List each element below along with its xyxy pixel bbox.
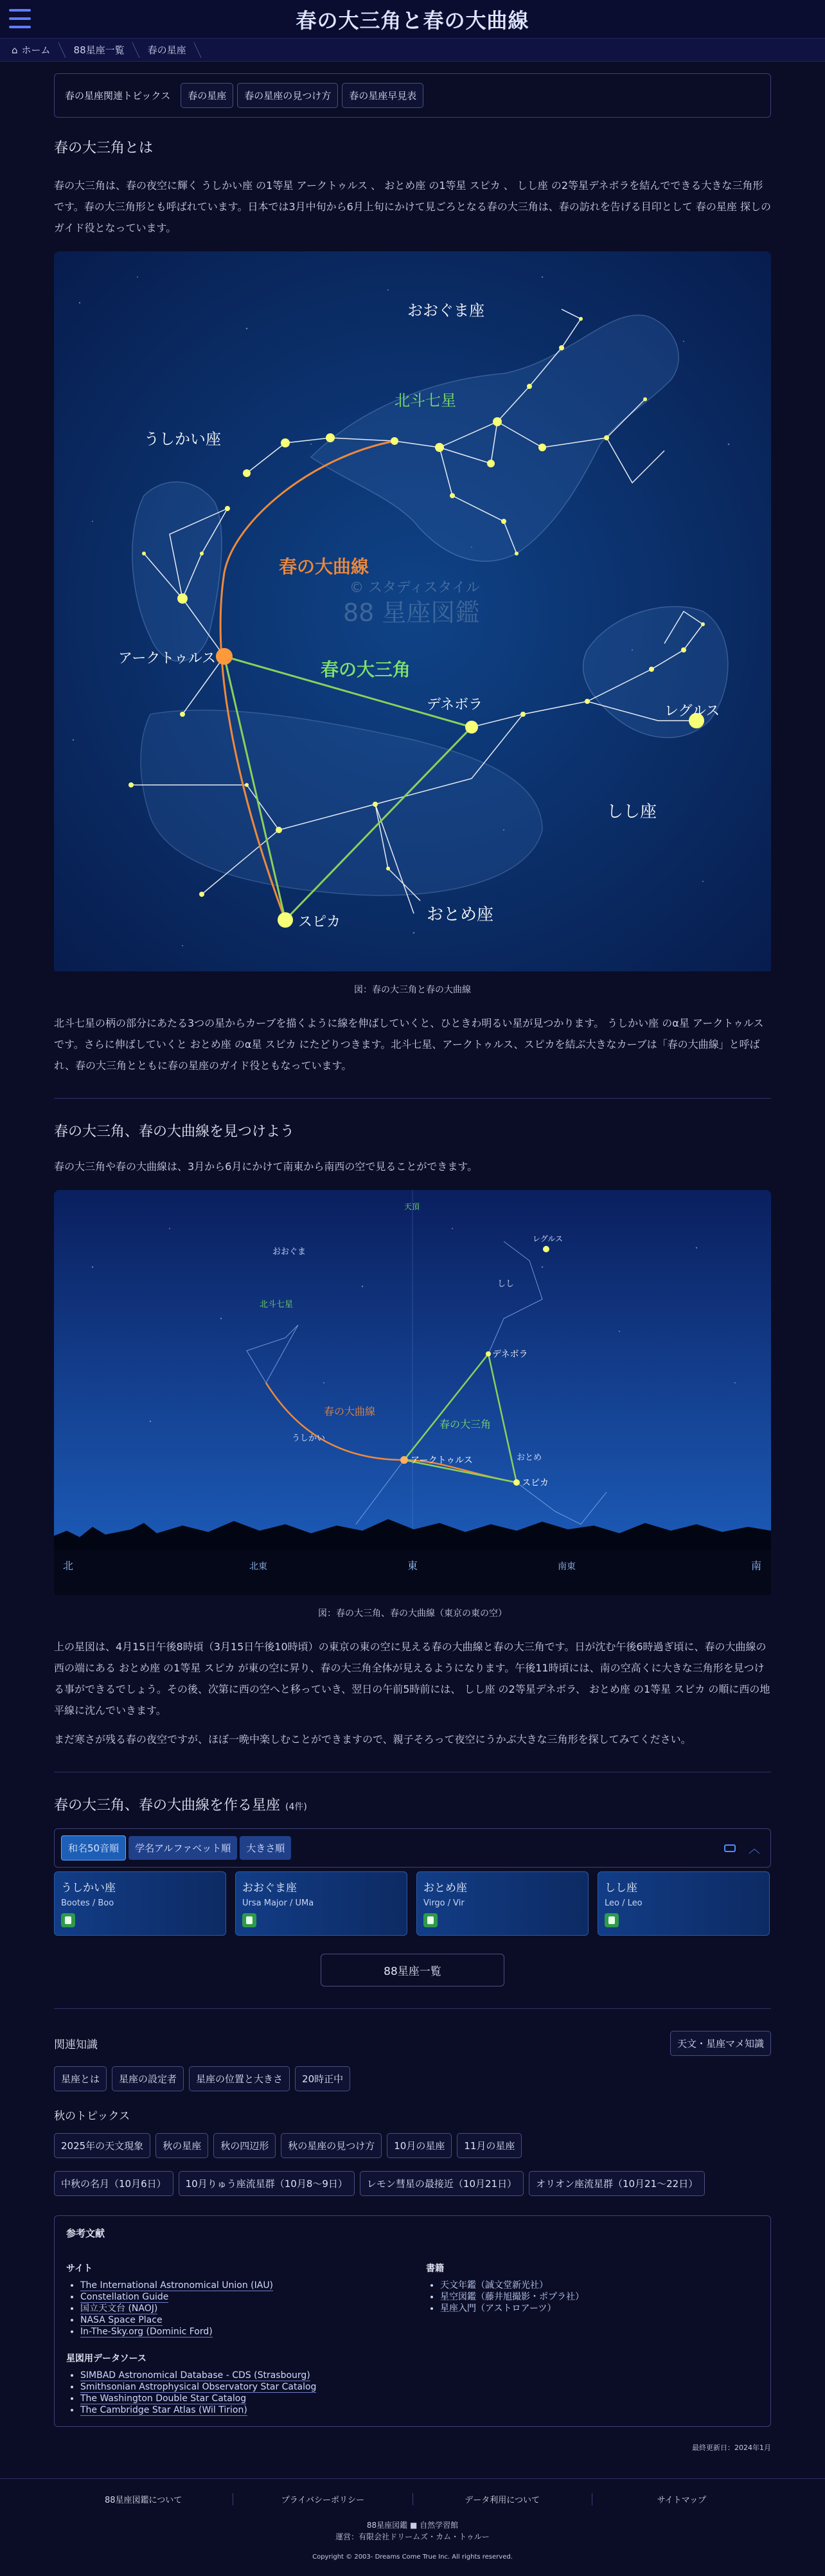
label-spring-triangle: 春の大三角 xyxy=(439,1418,492,1430)
home-icon: ⌂ xyxy=(12,44,18,56)
reference-link[interactable]: The Washington Double Star Catalog xyxy=(80,2393,247,2404)
section-text: 上の星図は、4月15日午後8時頃（3月15日午後10時頃）の東京の東の空に見える春の大曲線と春の大三角です。日が沈む午後6時過ぎ頃に、春の大曲線の西の端にある おとめ座 の1等星 スピカ が東の空に昇り、春の大三角全体が見えるようになります。午後11時頃には、南の空高くに大きな三角形を見つける事ができるでしょう。その後、次第に西の空へと移っていき、翌日の午前5時前には、 しし座 の2等星デネボラ、 おとめ座 の1等星 スピカ の順に西の地平線に沈んでいきます。 xyxy=(54,1641,770,1716)
constellation-card[interactable]: おとめ座 Virgo / Vir xyxy=(416,1871,589,1936)
east-sky-figure xyxy=(54,1190,771,1598)
autumn-chip[interactable]: 秋の四辺形 xyxy=(213,2133,276,2158)
result-count: (4件) xyxy=(285,1802,307,1812)
section-title: 春の大三角、春の大曲線を見つけよう xyxy=(54,1124,295,1140)
related-chip[interactable]: 20時正中 xyxy=(295,2066,350,2091)
breadcrumb-home[interactable]: ⌂ ホーム xyxy=(0,39,62,62)
arcturus-star xyxy=(216,648,233,665)
footer-nav xyxy=(54,2479,771,2519)
autumn-chip[interactable]: 10月の星座 xyxy=(387,2133,452,2158)
section-title: 春の大三角とは xyxy=(54,140,154,156)
topic-chip[interactable]: 春の星座早見表 xyxy=(342,83,423,108)
label-big-dipper: 北斗七星 xyxy=(395,392,456,410)
topics-label: 春の星座関連トピックス xyxy=(65,90,171,102)
direction-north: 北 xyxy=(63,1560,74,1572)
books-list: • 天文年鑑（誠文堂新光社） • 星空図鑑（藤井旭撮影・ポプラ社） • 星座入門（アストロアーツ） xyxy=(440,2280,584,2314)
reference-link[interactable]: SIMBAD Astronomical Database - CDS (Strasbourg) xyxy=(80,2370,310,2381)
label-spica: スピカ xyxy=(522,1478,549,1488)
autumn-chip[interactable]: 2025年の天文現象 xyxy=(54,2133,150,2158)
spica-star xyxy=(278,912,293,928)
label-regulus: レグルス xyxy=(664,703,720,719)
label-leo: しし座 xyxy=(607,802,657,822)
event-list xyxy=(54,2171,771,2196)
footer xyxy=(0,2478,825,2576)
footer-link[interactable]: サイトマップ xyxy=(657,2496,707,2505)
label-bootes: うしかい座 xyxy=(144,430,221,448)
reference-link[interactable]: Constellation Guide xyxy=(80,2292,169,2302)
label-denebola: デネボラ xyxy=(492,1349,528,1360)
label-virgo: おとめ xyxy=(517,1453,542,1463)
book-icon xyxy=(242,1913,256,1927)
label-arcturus: アークトゥルス xyxy=(118,651,217,667)
label-arcturus: アークトゥルス xyxy=(411,1455,473,1466)
view-toggle-icon[interactable] xyxy=(724,1844,736,1852)
divider xyxy=(54,1098,771,1099)
constellation-card[interactable]: しし座 Leo / Leo xyxy=(598,1871,770,1936)
direction-south: 南 xyxy=(751,1560,762,1572)
trivia-badge[interactable]: 天文・星座マメ知識 xyxy=(670,2031,771,2056)
autumn-title: 秋のトピックス xyxy=(54,2110,130,2123)
figure-caption: 図：春の大三角、春の大曲線（東京の東の空） xyxy=(318,1608,507,1619)
autumn-chip[interactable]: 秋の星座の見つけ方 xyxy=(281,2133,382,2158)
book-icon xyxy=(61,1913,75,1927)
operator: 運営：有限会社ドリームズ・カム・トゥルー xyxy=(335,2532,490,2541)
footer-link[interactable]: データ利用について xyxy=(413,2493,592,2505)
autumn-list xyxy=(54,2133,771,2158)
reference-link[interactable]: The Cambridge Star Atlas (Wil Tirion) xyxy=(80,2405,247,2415)
page-title: 春の大三角と春の大曲線 xyxy=(296,8,529,33)
label-spring-curve: 春の大曲線 xyxy=(324,1405,376,1418)
label-regulus: レグルス xyxy=(533,1234,563,1243)
book-icon xyxy=(423,1913,438,1927)
label-denebola: デネボラ xyxy=(427,697,483,713)
direction-east: 東 xyxy=(407,1560,418,1572)
related-title: 関連知識 xyxy=(54,2039,98,2051)
spring-triangle-map xyxy=(54,251,771,971)
label-bootes: うしかい xyxy=(292,1434,326,1443)
references-title: 参考文献 xyxy=(66,2228,105,2239)
footer-link[interactable]: 88星座図鑑について xyxy=(54,2493,233,2505)
breadcrumb-list[interactable]: 88星座一覧 xyxy=(62,39,136,62)
section-text: 春の大三角は、春の夜空に輝く うしかい座 の1等星 アークトゥルス 、 おとめ座 の1等星 スピカ 、 しし座 の2等星デネボラを結んでできる大きな三角形です。春の大三角形とも呼ばれています。日本では3月中旬から6月上旬にかけて見ごろとなる春の大三角は、春の訪れを告げる目印として 春の星座 探しのガイド役となっています。 xyxy=(54,179,771,234)
divider xyxy=(54,2008,771,2009)
reference-link[interactable]: 国立天文台 (NAOJ) xyxy=(80,2303,158,2314)
related-list xyxy=(54,2066,771,2091)
denebola-star xyxy=(486,1351,491,1356)
constellation-card[interactable]: うしかい座 Bootes / Boo xyxy=(54,1871,226,1936)
last-updated: 最終更新日：2024年1月 xyxy=(692,2444,771,2452)
reference-link[interactable]: In-The-Sky.org (Dominic Ford) xyxy=(80,2327,213,2337)
sites-list xyxy=(80,2280,426,2337)
label-big-dipper: 北斗七星 xyxy=(260,1300,294,1310)
breadcrumb-current[interactable]: 春の星座 xyxy=(136,39,198,62)
books-heading: 書籍 xyxy=(426,2264,444,2274)
section-text: 北斗七星の柄の部分にあたる3つの星からカーブを描くように線を伸ばしていくと、ひときわ明るい星が見つかります。 うしかい座 のα星 アークトゥルス です。さらに伸ばしていくと おとめ座 のα星 スピカ にたどりつきます。北斗七星、アークトゥルス、スピカを結ぶ大きなカーブは「春の大曲線」と呼ばれ、春の大三角とともに春の星座のガイド役ともなっています。 xyxy=(54,1017,764,1072)
direction-southeast: 南東 xyxy=(558,1562,576,1572)
sort-tabs xyxy=(54,1828,771,1868)
label-spica: スピカ xyxy=(298,914,341,930)
data-heading: 星図用データソース xyxy=(66,2354,146,2364)
reference-link[interactable]: NASA Space Place xyxy=(80,2315,163,2325)
top-bar xyxy=(0,0,825,39)
event-chip[interactable]: レモン彗星の最接近（10月21日） xyxy=(360,2171,524,2196)
related-chip[interactable]: 星座とは xyxy=(54,2066,107,2091)
label-zenith: 天頂 xyxy=(404,1202,420,1211)
copyright: Copyright © 2003- Dreams Come True Inc. All rights reserved. xyxy=(312,2553,513,2561)
footer-link[interactable]: プライバシーポリシー xyxy=(233,2493,412,2505)
spring-triangle-figure xyxy=(54,251,771,974)
watermark-text: 88 星座図鑑 xyxy=(343,599,480,627)
book-icon xyxy=(605,1913,619,1927)
references-box xyxy=(54,2215,771,2427)
event-chip[interactable]: オリオン座流星群（10月21〜22日） xyxy=(529,2171,705,2196)
east-sky-map xyxy=(54,1190,771,1595)
direction-northeast: 北東 xyxy=(249,1562,267,1572)
spica-star xyxy=(513,1479,520,1486)
label-spring-triangle: 春の大三角 xyxy=(321,659,411,680)
data-source-list xyxy=(80,2370,426,2416)
arcturus-star xyxy=(400,1456,408,1464)
topic-chip[interactable]: 春の星座の見つけ方 xyxy=(237,83,338,108)
sites-heading: サイト xyxy=(66,2264,93,2274)
constellation-card[interactable]: おおぐま座 Ursa Major / UMa xyxy=(235,1871,407,1936)
event-chip[interactable]: 10月りゅう座流星群（10月8〜9日） xyxy=(179,2171,355,2196)
figure-caption: 図：春の大三角と春の大曲線 xyxy=(354,985,471,995)
event-chip[interactable]: 中秋の名月（10月6日） xyxy=(54,2171,173,2196)
watermark-text: © スタディスタイル xyxy=(350,580,480,596)
autumn-chip[interactable]: 11月の星座 xyxy=(457,2133,522,2158)
label-virgo: おとめ座 xyxy=(427,905,494,924)
section-title: 春の大三角、春の大曲線を作る星座 xyxy=(54,1797,281,1814)
autumn-chip[interactable]: 秋の星座 xyxy=(155,2133,208,2158)
denebola-star xyxy=(465,721,478,734)
constellation-cards xyxy=(54,1871,771,1936)
label-spring-curve: 春の大曲線 xyxy=(279,556,369,577)
collapse-icon[interactable]: ︿ xyxy=(749,1842,760,1856)
breadcrumb xyxy=(0,39,825,62)
tab-sort-kana[interactable]: 和名50音順 xyxy=(61,1835,126,1860)
related-chip[interactable]: 星座の設定者 xyxy=(112,2066,184,2091)
label-ursa-major: おおぐま座 xyxy=(407,302,484,320)
label-ursa-major: おおぐま xyxy=(272,1247,306,1257)
tab-sort-alpha[interactable]: 学名アルファベット順 xyxy=(129,1836,237,1860)
reference-link[interactable]: The International Astronomical Union (IAU) xyxy=(80,2280,274,2291)
regulus-star xyxy=(543,1246,549,1252)
hamburger-menu-icon[interactable] xyxy=(9,9,31,28)
topic-chip[interactable]: 春の星座 xyxy=(181,83,233,108)
label-leo: しし xyxy=(497,1279,515,1289)
section-text: 春の大三角や春の大曲線は、3月から6月にかけて南東から南西の空で見ることができます。 xyxy=(54,1160,478,1173)
related-chip[interactable]: 星座の位置と大きさ xyxy=(189,2066,290,2091)
section-text: まだ寒さが残る春の夜空ですが、ほぼ一晩中楽しむことができますので、親子そろって夜空にうかぶ大きな三角形を探してみてください。 xyxy=(54,1733,691,1745)
all-constellations-button[interactable]: 88星座一覧 xyxy=(321,1954,504,1986)
topics-nav xyxy=(54,73,771,118)
tab-sort-size[interactable]: 大きさ順 xyxy=(240,1836,291,1860)
site-name: 88星座図鑑 ■ 自然学習館 xyxy=(366,2521,459,2530)
reference-link[interactable]: Smithsonian Astrophysical Observatory Star Catalog xyxy=(80,2382,317,2392)
